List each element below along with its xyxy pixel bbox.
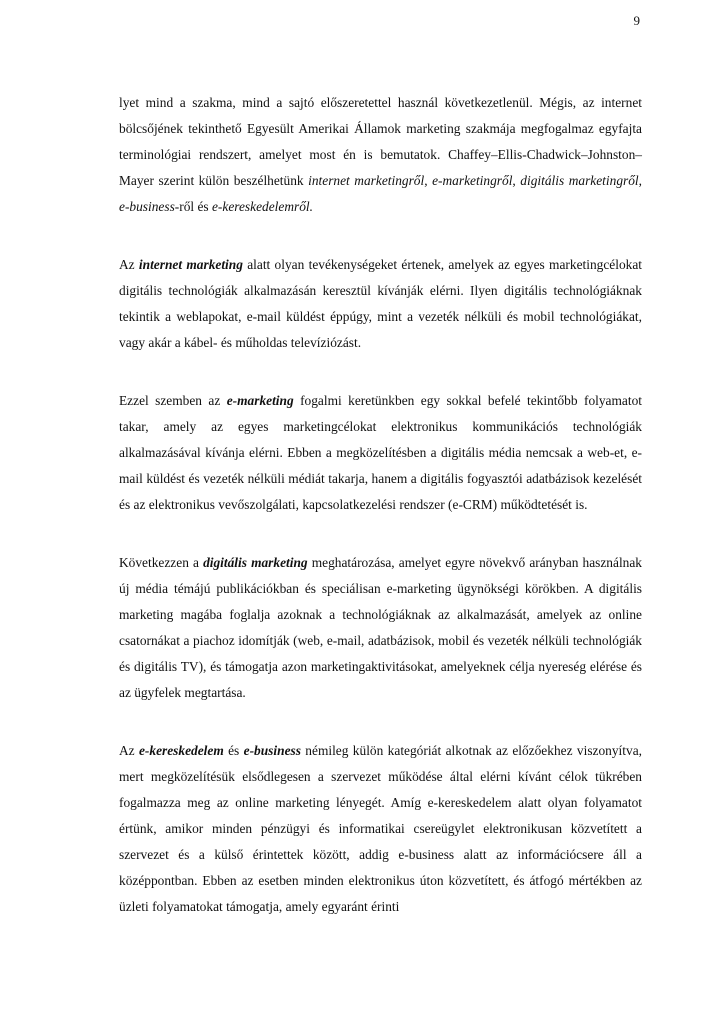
- paragraph: [119, 738, 642, 920]
- text-run: ,: [638, 173, 642, 188]
- text-run: Következzen a: [119, 555, 204, 570]
- text-run: és: [223, 743, 244, 758]
- emphasized-term: e-marketingről: [432, 173, 513, 188]
- paragraph: [119, 550, 642, 706]
- text-run: ,: [512, 173, 521, 188]
- text-run: némileg külön kategóriát alkotnak az előzőekhez viszonyítva, mert megközelítésük elsődlegesen a szervezet működése által elérni kívánt célok tükrében fogalmazza meg az online marketing lényegét. Amíg e-kereskedelem alatt olyan folyamatot értünk, amikor minden pénzügyi és informatikai csereügylet elektronikusan közvetített a szervezet és a külső érintettek között, addig e-business alatt az információcsere áll a középpontban. Ebben az esetben minden elektronikus úton közvetített, és átfogó mértékben az üzleti folyamatokat támogatja, amely egyaránt érinti: [119, 743, 642, 914]
- text-run: -ről és: [174, 199, 212, 214]
- emphasized-term: e-business: [119, 199, 175, 214]
- emphasized-term: digitális marketingről: [520, 173, 639, 188]
- emphasized-term: e-business: [243, 743, 301, 758]
- text-run: Ezzel szemben az: [119, 393, 227, 408]
- text-run: meghatározása, amelyet egyre növekvő arányban használnak új média témájú publikációkban és speciálisan e-marketing ügynökségi körökben. A digitális marketing magába foglalja azoknak a technológiáknak az alkalmazását, amelyek az online csatornákat a piachoz idomítják (web, e-mail, adatbázisok, mobil és vezeték nélküli technológiák és digitális TV), és támogatja azon marketingaktivitásokat, amelyeknek célja nyereség elérése és az ügyfelek megtartása.: [119, 555, 642, 700]
- body-text: [119, 90, 642, 920]
- page-number: 9: [633, 13, 640, 28]
- text-run: lyet mind a szakma, mind a sajtó előszeretettel használ következetlenül. Mégis, az internet bölcsőjének tekinthető Egyesült Amerikai Államok marketing szakmája megfogalmaz egyfajta terminológiai rendszert, amelyet most én is bemutatok. Chaffey–Ellis-Chadwick–Johnston–Mayer szerint külön beszélhetünk: [119, 95, 642, 188]
- emphasized-term: internet marketing: [138, 257, 243, 272]
- text-run: Az: [119, 257, 139, 272]
- emphasized-term: digitális marketing: [203, 555, 308, 570]
- emphasized-term: e-kereskedelem: [138, 743, 224, 758]
- paragraph: [119, 388, 642, 518]
- text-run: ,: [424, 173, 433, 188]
- emphasized-term: e-kereskedelemről.: [211, 199, 313, 214]
- text-run: Az: [119, 743, 139, 758]
- emphasized-term: internet marketingről: [308, 173, 425, 188]
- paragraph: [119, 252, 642, 356]
- text-run: fogalmi keretünkben egy sokkal befelé tekintőbb folyamatot takar, amely az egyes marketingcélokat elektronikus kommunikációs technológiák alkalmazásával kívánja elérni. Ebben a megközelítésben a digitális média nemcsak a web-et, e-mail küldést és vezeték nélküli médiát takarja, hanem a digitális fogyasztói adatbázisok kezelését és az elektronikus vevőszolgálati, kapcsolatkezelési rendszer (e-CRM) működtetését is.: [119, 393, 642, 512]
- text-run: alatt olyan tevékenységeket értenek, amelyek az egyes marketingcélokat digitális technológiák alkalmazásán keresztül kívánják elérni. Ilyen digitális technológiáknak tekintik a weblapokat, e-mail küldést éppúgy, mint a vezeték nélküli és mobil technológiákat, vagy akár a kábel- és műholdas televíziózást.: [119, 257, 643, 350]
- paragraph: [119, 90, 642, 220]
- emphasized-term: e-marketing: [226, 393, 294, 408]
